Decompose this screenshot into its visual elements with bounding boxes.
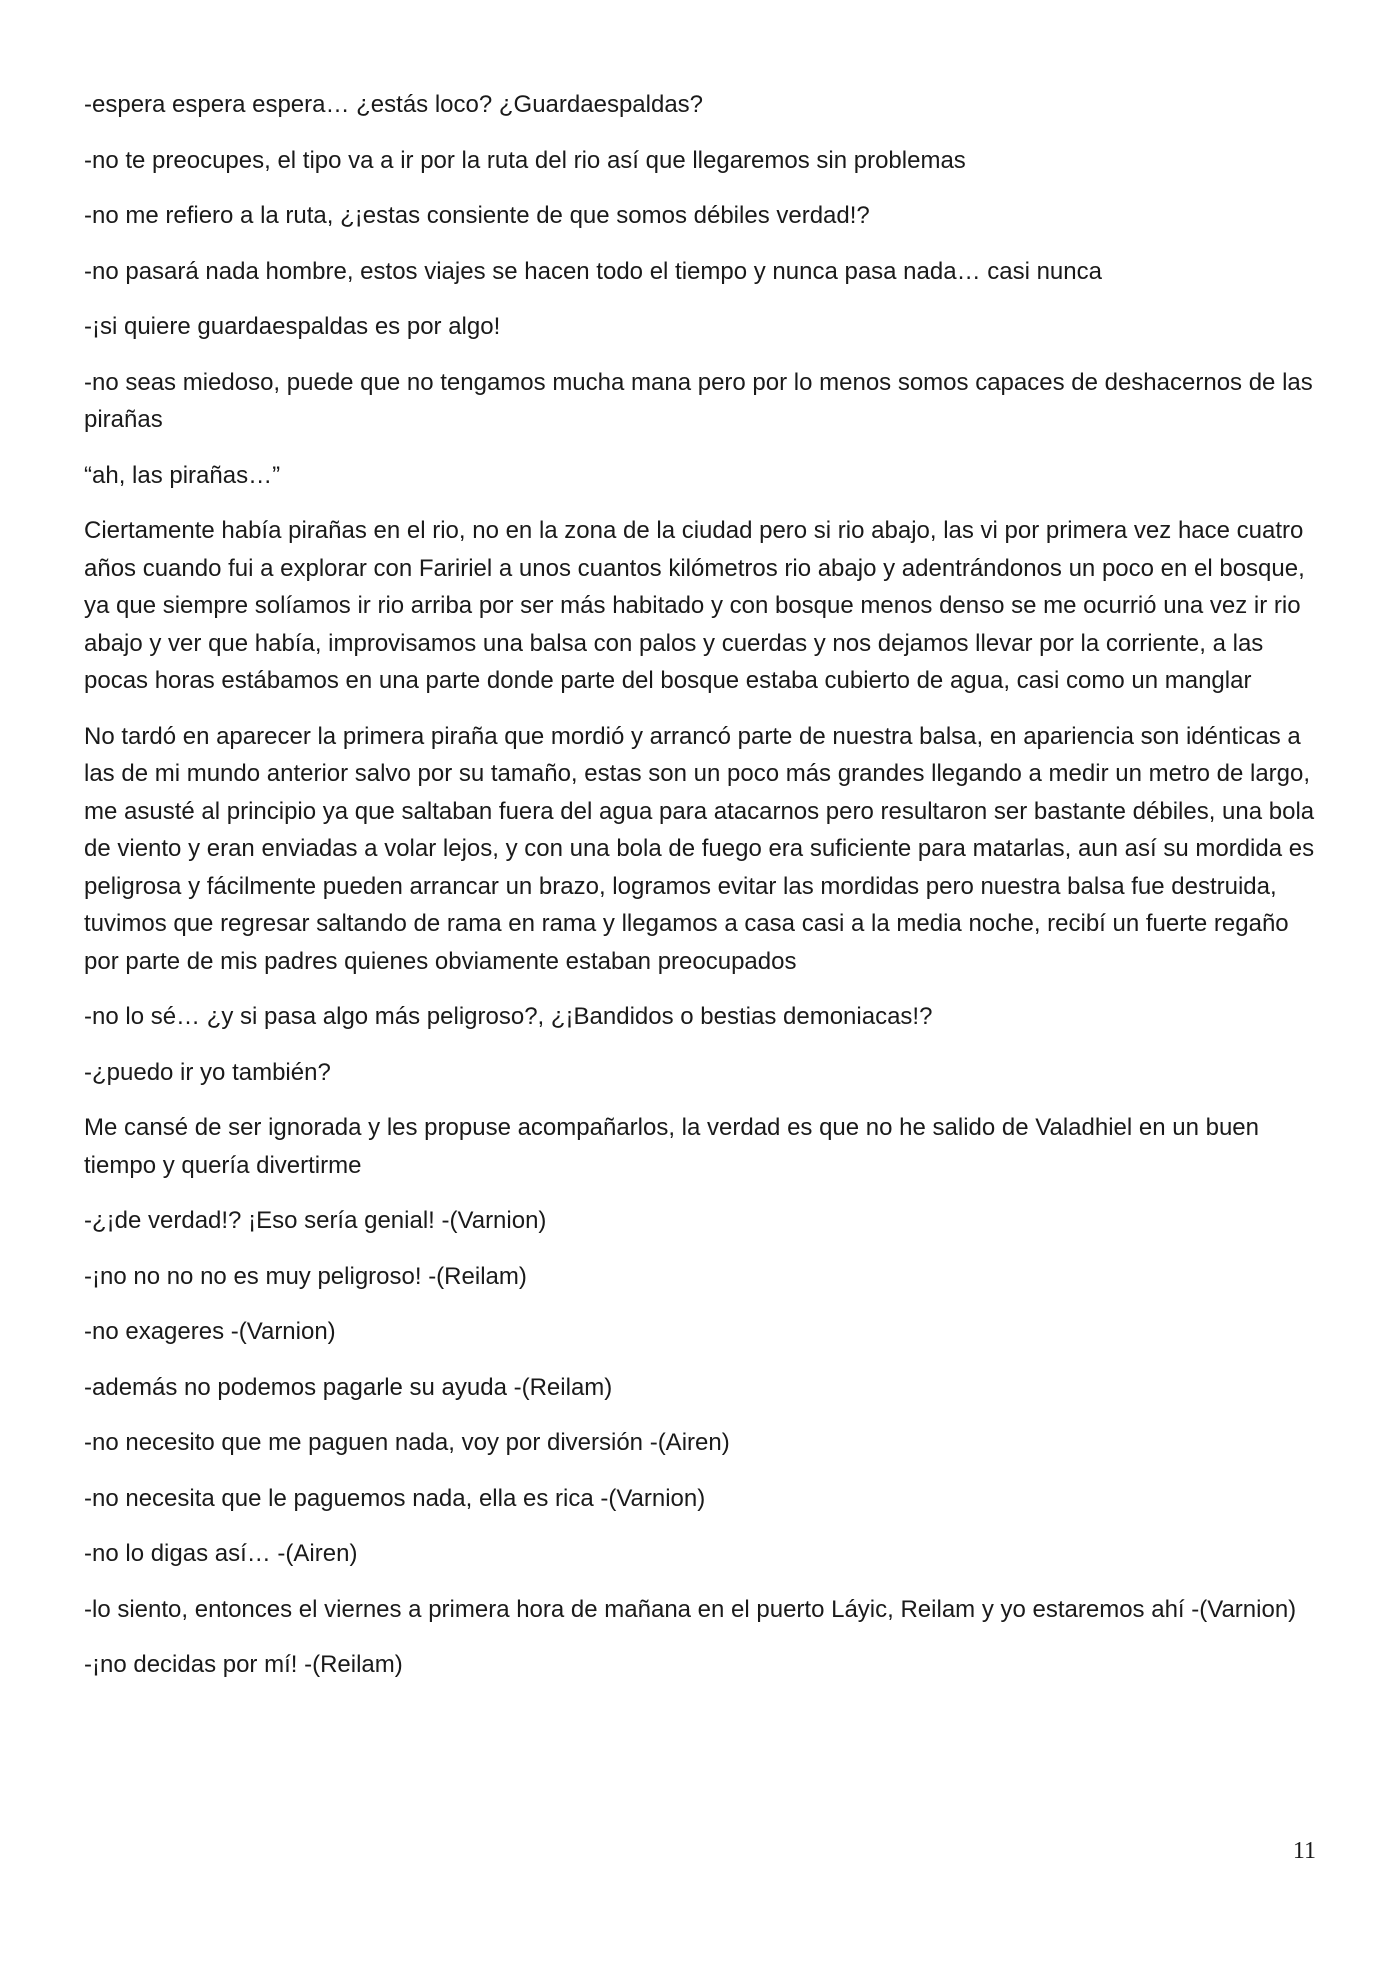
dialogue-line: -¿¡de verdad!? ¡Eso sería genial! -(Varnion): [84, 1207, 547, 1234]
dialogue-line: -no exageres -(Varnion): [84, 1318, 336, 1345]
dialogue-line: -no necesita que le paguemos nada, ella es rica -(Varnion): [84, 1484, 706, 1512]
dialogue-line: -¡no no no no es muy peligroso! -(Reilam): [84, 1262, 527, 1290]
dialogue-line: -¡si quiere guardaespaldas es por algo!: [84, 313, 501, 340]
dialogue-line: -no lo sé… ¿y si pasa algo más peligroso?, ¿¡Bandidos o bestias demoniacas!?: [84, 1003, 933, 1030]
dialogue-line: -¡no decidas por mí! -(Reilam): [84, 1651, 403, 1678]
page-number: 11: [1292, 1838, 1316, 1864]
narrative-paragraph: No tardó en aparecer la primera piraña que mordió y arrancó parte de nuestra balsa, en apariencia son idénticas a las de mi mundo anterior salvo por su tamaño, estas son un poco más grandes llegando a medir un metro de largo, me asusté al principio ya que saltaban fuera del agua para atacarnos pero resultaron ser bastante débiles, una bola de viento y eran enviadas a volar lejos, y con una bola de fuego era suficiente para matarlas, aun así su mordida es peligrosa y fácilmente pueden arrancar un brazo, logramos evitar las mordidas pero nuestra balsa fue destruida, tuvimos que regresar saltando de rama en rama y llegamos a casa casi a la media noche, recibí un fuerte regaño por parte de mis padres quienes obviamente estaban preocupados: [84, 722, 1315, 975]
dialogue-line: -¿puedo ir yo también?: [84, 1058, 331, 1086]
document-body: [84, 86, 1326, 1702]
narrative-paragraph: Ciertamente había pirañas en el rio, no en la zona de la ciudad pero si rio abajo, las vi por primera vez hace cuatro años cuando fui a explorar con Faririel a unos cuantos kilómetros rio abajo y adentrándonos un poco en el bosque, ya que siempre solíamos ir rio arriba por ser más habitado y con bosque menos denso se me ocurrió una vez ir rio abajo y ver que había, improvisamos una balsa con palos y cuerdas y nos dejamos llevar por la corriente, a las pocas horas estábamos en una parte donde parte del bosque estaba cubierto de agua, casi como un manglar: [84, 517, 1305, 694]
dialogue-line: -lo siento, entonces el viernes a primera hora de mañana en el puerto Láyic, Reilam y yo estaremos ahí -(Varnion): [84, 1595, 1297, 1623]
dialogue-line: -no te preocupes, el tipo va a ir por la ruta del rio así que llegaremos sin problemas: [84, 146, 966, 174]
narrative-paragraph: Me cansé de ser ignorada y les propuse acompañarlos, la verdad es que no he salido de Valadhiel en un buen tiempo y quería divertirme: [84, 1114, 1260, 1179]
dialogue-line: -no pasará nada hombre, estos viajes se hacen todo el tiempo y nunca pasa nada… casi nunca: [84, 257, 1102, 285]
dialogue-line: -además no podemos pagarle su ayuda -(Reilam): [84, 1373, 613, 1401]
dialogue-line: -no lo digas así… -(Airen): [84, 1540, 358, 1567]
thought-line: “ah, las pirañas…”: [84, 461, 281, 489]
dialogue-line: -no me refiero a la ruta, ¿¡estas consiente de que somos débiles verdad!?: [84, 202, 870, 229]
dialogue-line: -espera espera espera… ¿estás loco? ¿Guardaespaldas?: [84, 91, 704, 118]
dialogue-line: -no necesito que me paguen nada, voy por diversión -(Airen): [84, 1429, 730, 1456]
dialogue-line: -no seas miedoso, puede que no tengamos mucha mana pero por lo menos somos capaces de deshacernos de las pirañas: [84, 368, 1313, 433]
